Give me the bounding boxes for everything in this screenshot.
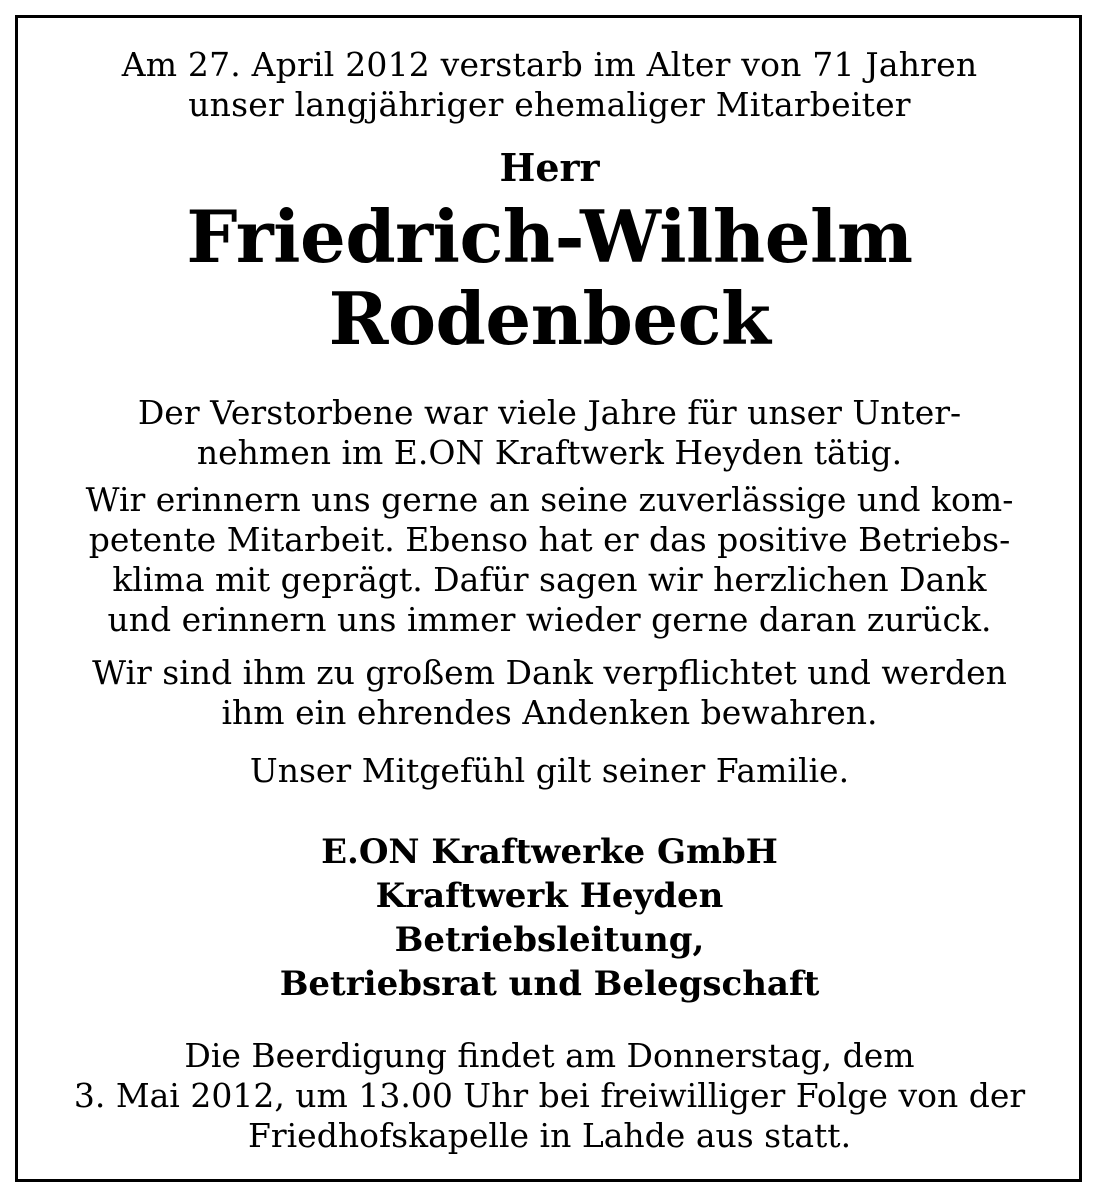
intro-line: unser langjähriger ehemaliger Mitarbeiter bbox=[188, 85, 911, 124]
paragraph-line: Unser Mitgefühl gilt seiner Familie. bbox=[249, 751, 850, 790]
paragraph-employment bbox=[0, 393, 1099, 473]
signature-line: Betriebsleitung, bbox=[394, 920, 705, 960]
paragraph-line: und erinnern uns immer wieder gerne daran zurück. bbox=[107, 600, 992, 639]
deceased-name bbox=[0, 196, 1099, 360]
intro-line: Am 27. April 2012 verstarb im Alter von 71 Jahren bbox=[121, 45, 978, 84]
paragraph-line: nehmen im E.ON Kraftwerk Heyden tätig. bbox=[196, 433, 903, 472]
first-name: Friedrich-Wilhelm bbox=[186, 194, 913, 279]
funeral-line: Friedhofskapelle in Lahde aus statt. bbox=[247, 1116, 852, 1155]
signature-block bbox=[0, 830, 1099, 1006]
paragraph-line: Der Verstorbene war viele Jahre für unser Unter- bbox=[137, 393, 962, 432]
salutation: Herr bbox=[499, 145, 600, 190]
paragraph-line: petente Mitarbeit. Ebenso hat er das positive Betriebs- bbox=[88, 520, 1011, 559]
signature-line: E.ON Kraftwerke GmbH bbox=[321, 832, 778, 872]
paragraph-sympathy bbox=[0, 751, 1099, 791]
last-name: Rodenbeck bbox=[328, 276, 771, 361]
funeral-line: Die Beerdigung findet am Donnerstag, dem bbox=[184, 1036, 915, 1075]
signature-line: Betriebsrat und Belegschaft bbox=[279, 964, 820, 1004]
paragraph-gratitude bbox=[0, 653, 1099, 733]
paragraph-line: Wir sind ihm zu großem Dank verpflichtet und werden bbox=[92, 653, 1007, 692]
funeral-info bbox=[0, 1036, 1099, 1156]
paragraph-line: ihm ein ehrendes Andenken bewahren. bbox=[221, 693, 878, 732]
paragraph-line: Wir erinnern uns gerne an seine zuverlässige und kom- bbox=[85, 480, 1014, 519]
paragraph-remembrance bbox=[0, 480, 1099, 640]
funeral-line: 3. Mai 2012, um 13.00 Uhr bei freiwilliger Folge von der bbox=[73, 1076, 1026, 1115]
signature-line: Kraftwerk Heyden bbox=[375, 876, 724, 916]
intro-text bbox=[0, 45, 1099, 125]
paragraph-line: klima mit geprägt. Dafür sagen wir herzlichen Dank bbox=[112, 560, 987, 599]
